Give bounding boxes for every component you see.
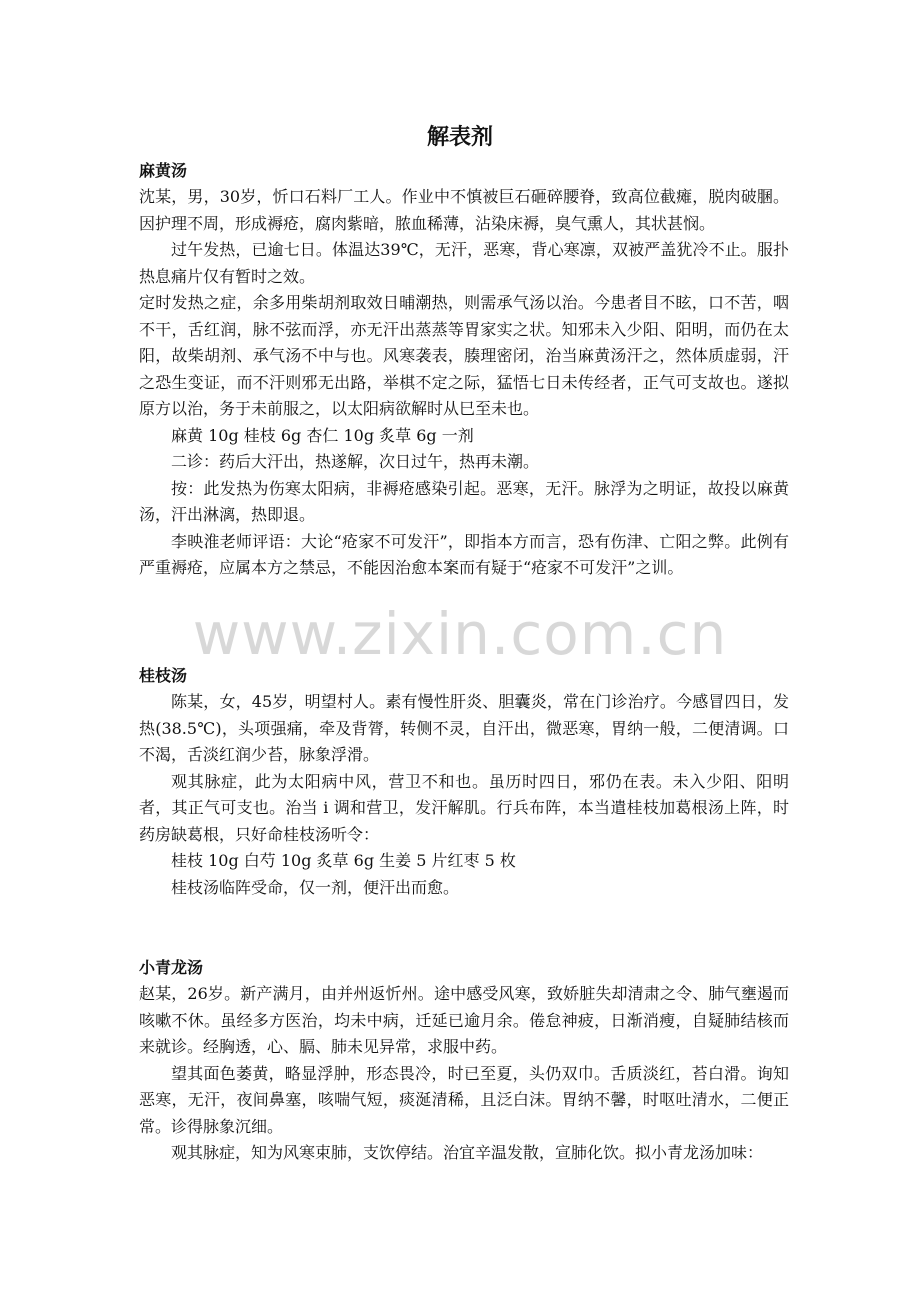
watermark: www.zixin.com.cn [192, 600, 728, 668]
paragraph: 望其面色萎黄，略显浮肿，形态畏冷，时已至夏，头仍双巾。舌质淡红，苔白滑。询知恶寒，无汗，夜间鼻塞，咳喘气短，痰涎清稀，且泛白沫。胃纳不馨，时呕吐清水，二便正常。诊得脉象沉细。 [139, 1063, 789, 1136]
paragraph: 过午发热，已逾七日。体温达39℃，无汗，恶寒，背心寒凛，双被严盖犹冷不止。服扑热息痛片仅有暂时之效。 [139, 240, 789, 286]
paragraph: 李映淮老师评语：大论“疮家不可发汗”，即指本方而言，恐有伤津、亡阳之弊。此例有严重褥疮，应属本方之禁忌，不能因治愈本案而有疑于“疮家不可发汗”之训。 [139, 531, 789, 577]
section-heading: 麻黄汤 [139, 161, 188, 180]
paragraph: 赵某，26岁。新产满月，由并州返忻州。途中感受风寒，致娇脏失却清肃之令、肺气壅遏而咳嗽不休。虽经多方医治，均未中病，迁延已逾月余。倦怠神疲，日渐消瘦，自疑肺结核而来就诊。经胸透，心、膈、肺未见异常，求服中药。 [139, 984, 789, 1056]
section-xiaoqinglong-tang [139, 955, 789, 1167]
document-title: 解表剂 [426, 125, 493, 150]
section-guizhi-tang [139, 663, 789, 901]
paragraph: 按：此发热为伤寒太阳病，非褥疮感染引起。恶寒，无汗。脉浮为之明证，故投以麻黄汤，汗出淋漓，热即退。 [139, 478, 789, 524]
prescription-line: 麻黄 10g 桂枝 6g 杏仁 10g 炙草 6g 一剂 [171, 425, 474, 445]
section-heading: 桂枝汤 [139, 666, 188, 685]
paragraph: 观其脉症，知为风寒束肺，支饮停结。治宜辛温发散，宣肺化饮。拟小青龙汤加味： [171, 1143, 764, 1162]
paragraph: 二诊：药后大汗出，热遂解，次日过午，热再未潮。 [171, 452, 540, 471]
paragraph: 桂枝汤临阵受命，仅一剂，便汗出而愈。 [171, 877, 460, 897]
paragraph: 沈某，男，30岁，忻口石料厂工人。作业中不慎被巨石砸碎腰脊，致高位截瘫，脱肉破䐃。因护理不周，形成褥疮，腐肉紫暗，脓血稀薄，沾染床褥，臭气熏人，其状甚悯。 [139, 187, 789, 233]
section-heading: 小青龙汤 [139, 958, 204, 977]
paragraph: 定时发热之症，余多用柴胡剂取效日晡潮热，则需承气汤以治。今患者目不眩，口不苦，咽不干，舌红润，脉不弦而浮，亦无汗出蒸蒸等胃家实之状。知邪未入少阳、阳明，而仍在太阳，故柴胡剂、承气汤不中与也。风寒袭表，腠理密闭，治当麻黄汤汗之，然体质虚弱，汗之恐生变证，而不汗则邪无出路，举棋不定之际，猛悟七日未传经者，正气可支故也。遂拟原方以治，务于未前服之，以太阳病欲解时从巳至未也。 [139, 293, 789, 418]
paragraph: 观其脉症，此为太阳病中风，营卫不和也。虽历时四日，邪仍在表。未入少阳、阳明者，其正气可支也。治当 i 调和营卫，发汗解肌。行兵布阵，本当遣桂枝加葛根汤上阵，时药房缺葛根，只好命桂枝汤听令： [139, 771, 789, 844]
paragraph: 陈某，女，45岁，明望村人。素有慢性肝炎、胆囊炎，常在门诊治疗。今感冒四日，发热(38.5℃)，头项强痛，牵及背膂，转侧不灵，自汗出，微恶寒，胃纳一般，二便清调。口不渴，舌淡红润少苔，脉象浮滑。 [139, 692, 789, 764]
section-mahuang-tang [139, 158, 789, 582]
prescription-line: 桂枝 10g 白芍 10g 炙草 6g 生姜 5 片红枣 5 枚 [171, 851, 516, 870]
